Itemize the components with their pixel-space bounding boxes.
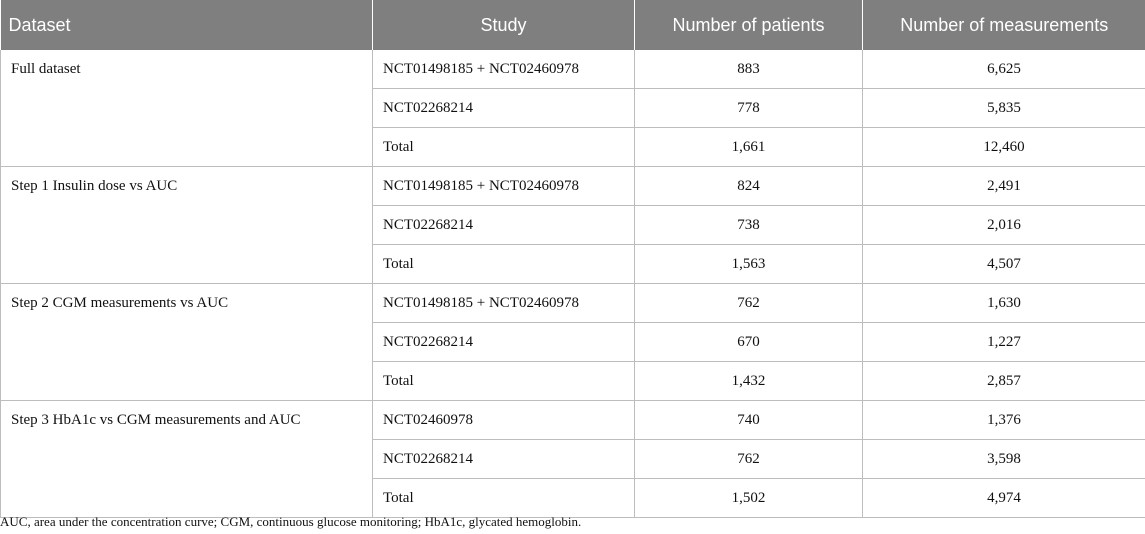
study-cell: Total: [373, 128, 635, 167]
measurements-cell: 5,835: [863, 89, 1145, 128]
patients-cell: 824: [635, 167, 863, 206]
study-cell: NCT01498185 + NCT02460978: [373, 284, 635, 323]
header-measurements: Number of measurements: [863, 0, 1145, 50]
table-row: [1, 167, 1145, 206]
patients-cell: 883: [635, 50, 863, 89]
study-cell: NCT02460978: [373, 401, 635, 440]
patients-cell: 1,432: [635, 362, 863, 401]
table-row: [1, 401, 1145, 440]
patients-cell: 778: [635, 89, 863, 128]
header-patients: Number of patients: [635, 0, 863, 50]
patients-cell: 762: [635, 440, 863, 479]
patients-cell: 738: [635, 206, 863, 245]
patients-cell: 762: [635, 284, 863, 323]
measurements-cell: 6,625: [863, 50, 1145, 89]
study-cell: Total: [373, 362, 635, 401]
patients-cell: 1,563: [635, 245, 863, 284]
patients-cell: 1,661: [635, 128, 863, 167]
study-cell: NCT01498185 + NCT02460978: [373, 50, 635, 89]
table-header-row: [1, 0, 1145, 50]
measurements-cell: 3,598: [863, 440, 1145, 479]
measurements-cell: 2,857: [863, 362, 1145, 401]
measurements-cell: 1,227: [863, 323, 1145, 362]
table-footnote: AUC, area under the concentration curve; CGM, continuous glucose monitoring; HbA1c, glycated hemoglobin.: [0, 514, 582, 529]
table-row: [1, 50, 1145, 89]
study-cell: NCT01498185 + NCT02460978: [373, 167, 635, 206]
study-cell: Total: [373, 245, 635, 284]
dataset-cell: Step 2 CGM measurements vs AUC: [1, 284, 373, 401]
study-cell: NCT02268214: [373, 323, 635, 362]
patients-cell: 670: [635, 323, 863, 362]
patients-cell: 740: [635, 401, 863, 440]
dataset-cell: Step 3 HbA1c vs CGM measurements and AUC: [1, 401, 373, 518]
study-cell: Total: [373, 479, 635, 518]
measurements-cell: 2,491: [863, 167, 1145, 206]
measurements-cell: 4,974: [863, 479, 1145, 518]
measurements-cell: 4,507: [863, 245, 1145, 284]
study-cell: NCT02268214: [373, 89, 635, 128]
header-dataset: Dataset: [1, 0, 373, 50]
measurements-cell: 2,016: [863, 206, 1145, 245]
header-study: Study: [373, 0, 635, 50]
table-row: [1, 284, 1145, 323]
dataset-cell: Step 1 Insulin dose vs AUC: [1, 167, 373, 284]
dataset-cell: Full dataset: [1, 50, 373, 167]
measurements-cell: 12,460: [863, 128, 1145, 167]
measurements-cell: 1,630: [863, 284, 1145, 323]
study-cell: NCT02268214: [373, 206, 635, 245]
patients-cell: 1,502: [635, 479, 863, 518]
study-cell: NCT02268214: [373, 440, 635, 479]
measurements-cell: 1,376: [863, 401, 1145, 440]
